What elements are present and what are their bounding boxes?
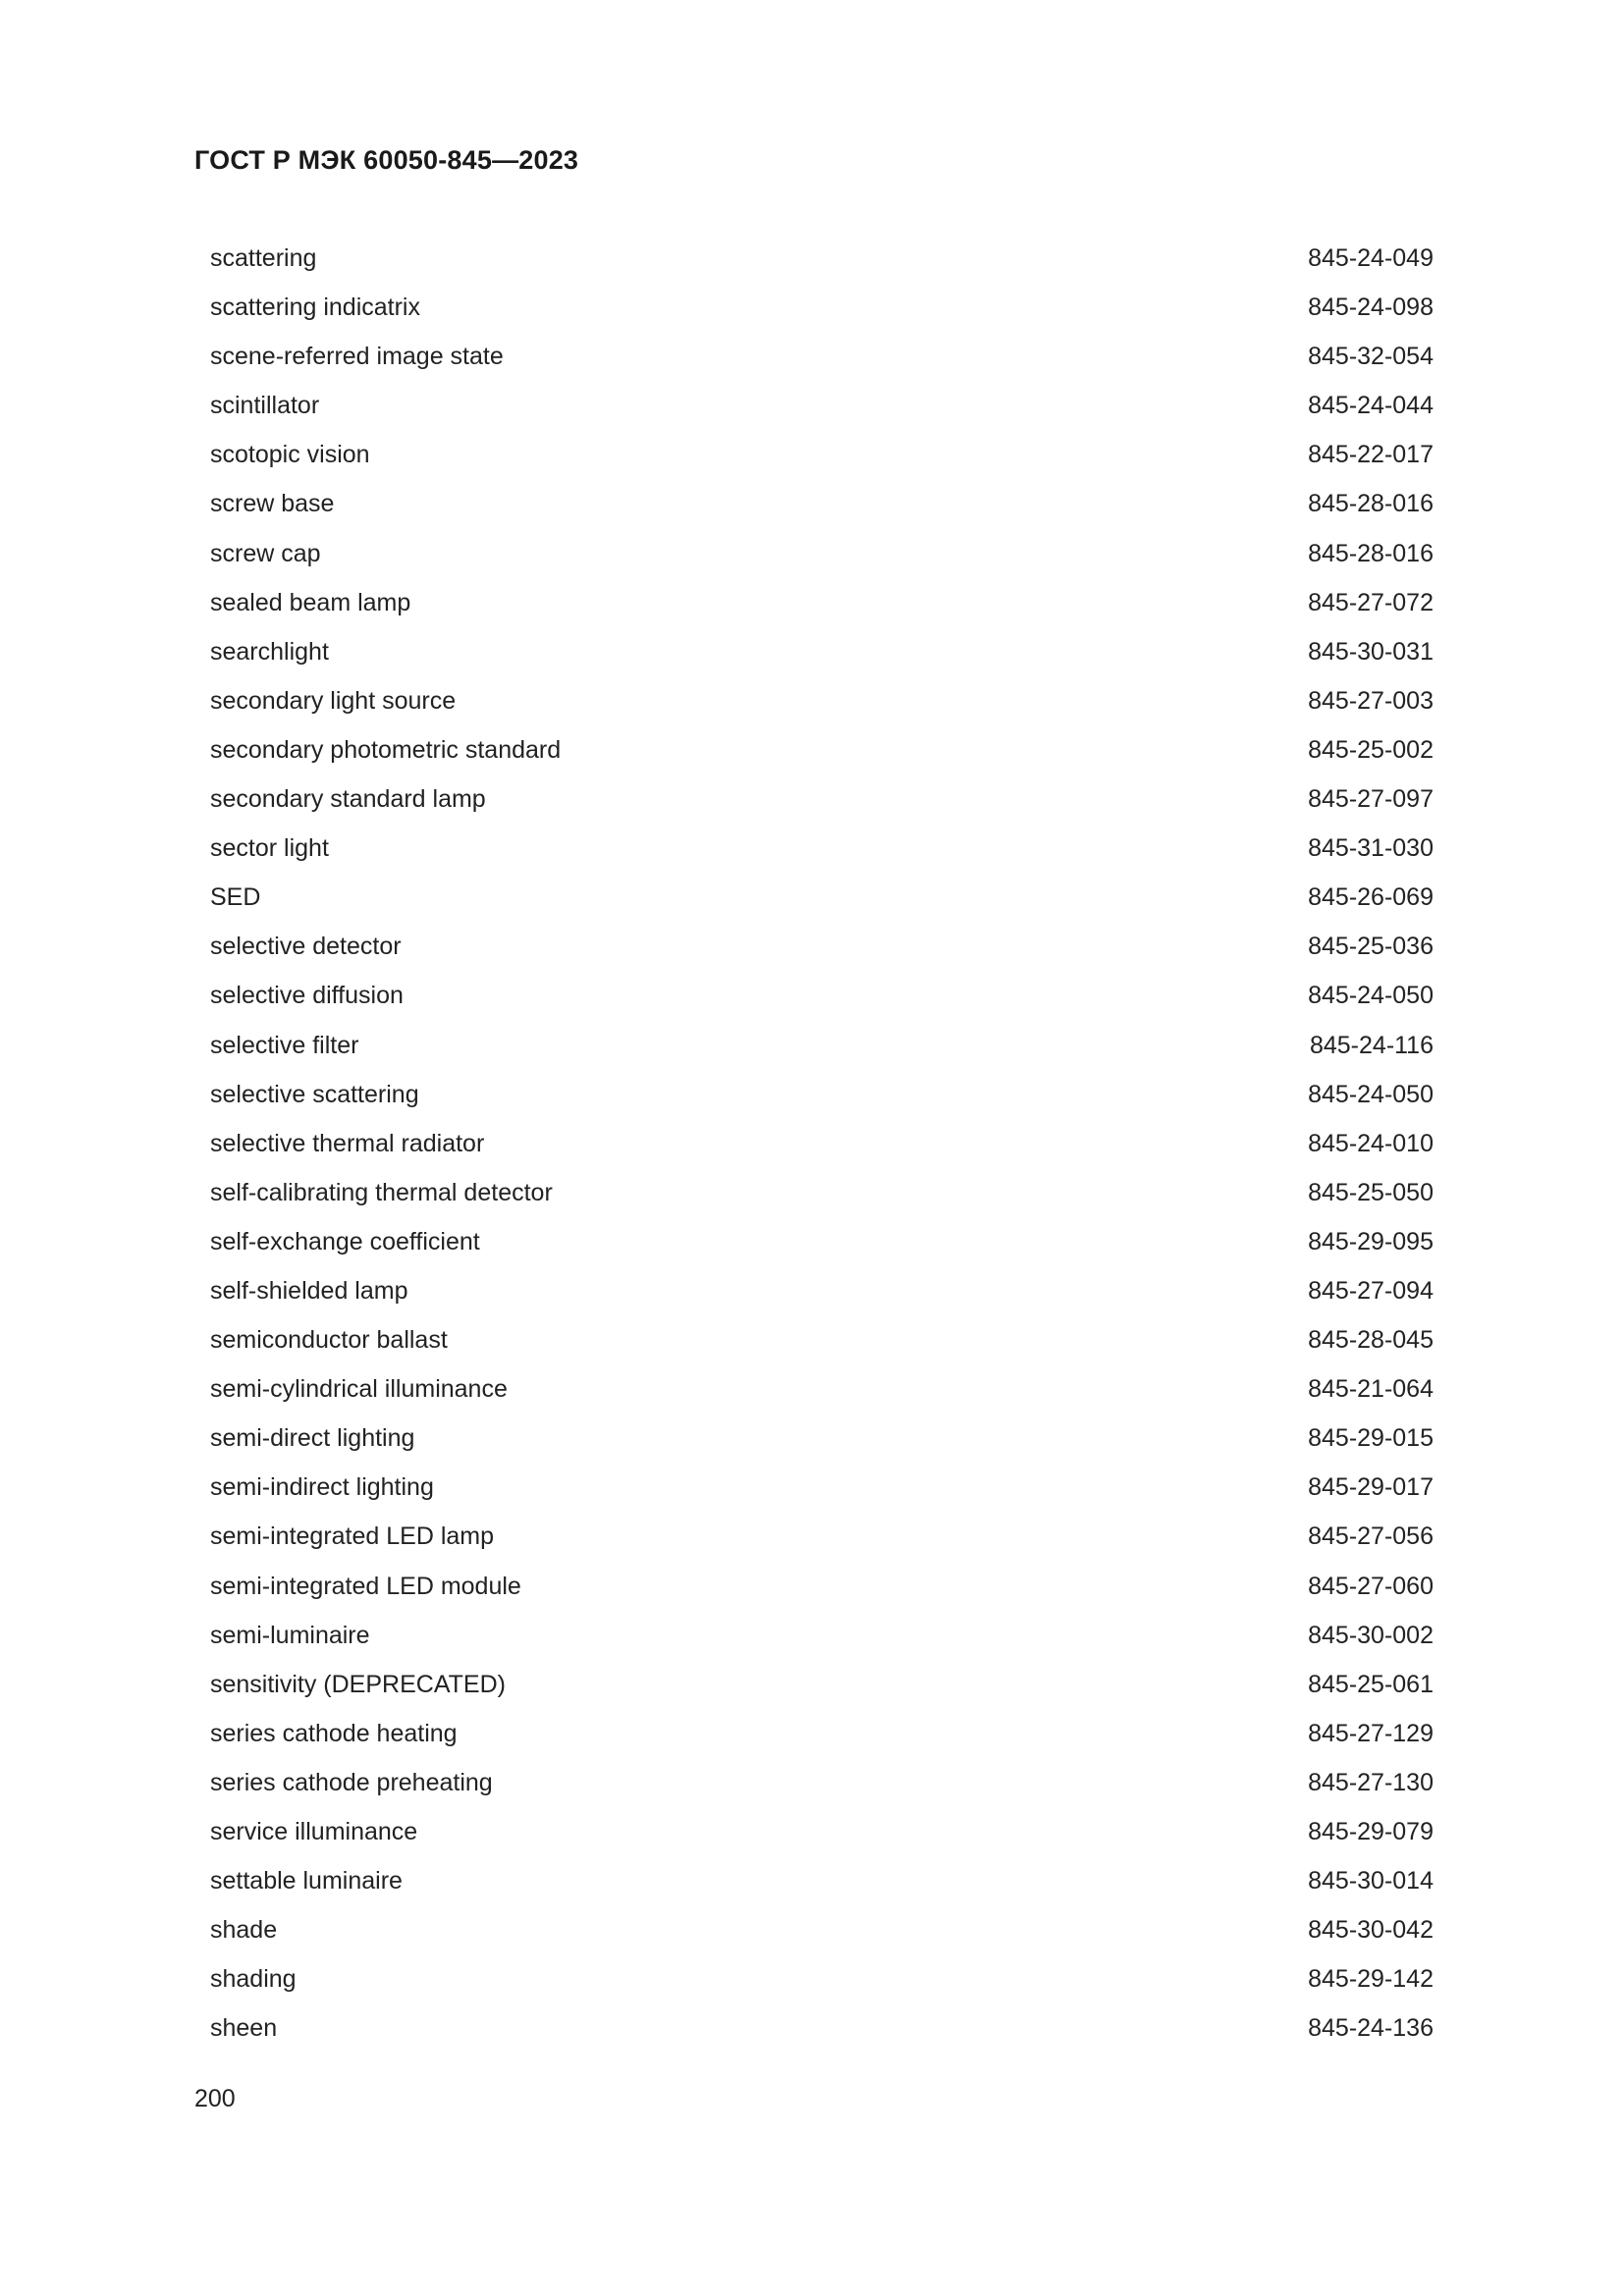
index-term: selective filter xyxy=(210,1031,359,1059)
index-entry xyxy=(194,1562,1434,1611)
index-reference-number: 845-24-049 xyxy=(1308,244,1434,272)
index-entry xyxy=(194,1905,1434,1954)
page-header-title: ГОСТ Р МЭК 60050-845—2023 xyxy=(194,145,579,175)
index-entry xyxy=(194,725,1434,774)
index-reference-number: 845-25-050 xyxy=(1308,1178,1434,1206)
index-entry xyxy=(194,2003,1434,2053)
index-entry xyxy=(194,1660,1434,1709)
page-number: 200 xyxy=(194,2085,236,2112)
index-reference-number: 845-29-017 xyxy=(1308,1473,1434,1502)
index-term: self-shielded lamp xyxy=(210,1276,408,1305)
index-reference-number: 845-25-061 xyxy=(1308,1670,1434,1698)
index-entry xyxy=(194,332,1434,381)
index-entry xyxy=(194,529,1434,578)
index-reference-number: 845-27-072 xyxy=(1308,588,1434,616)
index-term: shading xyxy=(210,1965,297,1994)
index-reference-number: 845-24-116 xyxy=(1309,1031,1434,1059)
index-entry xyxy=(194,1611,1434,1660)
index-entry xyxy=(194,1168,1434,1217)
index-term: scotopic vision xyxy=(210,441,370,469)
index-term: selective detector xyxy=(210,933,402,961)
index-entry xyxy=(194,1364,1434,1414)
index-entry xyxy=(194,824,1434,873)
index-term: scintillator xyxy=(210,392,320,420)
index-reference-number: 845-26-069 xyxy=(1308,883,1434,912)
index-reference-number: 845-24-050 xyxy=(1308,982,1434,1010)
index-term: screw cap xyxy=(210,539,321,567)
index-reference-number: 845-21-064 xyxy=(1308,1375,1434,1404)
index-term: settable luminaire xyxy=(210,1867,403,1896)
index-term: selective thermal radiator xyxy=(210,1129,485,1157)
index-reference-number: 845-28-016 xyxy=(1308,539,1434,567)
index-entry xyxy=(194,873,1434,922)
index-term: searchlight xyxy=(210,637,329,666)
index-term: screw base xyxy=(210,490,335,518)
index-entry xyxy=(194,1463,1434,1512)
index-reference-number: 845-28-045 xyxy=(1308,1326,1434,1355)
index-reference-number: 845-29-142 xyxy=(1308,1965,1434,1994)
index-reference-number: 845-27-056 xyxy=(1308,1522,1434,1551)
index-entry xyxy=(194,922,1434,971)
index-reference-number: 845-24-010 xyxy=(1308,1129,1434,1157)
index-reference-number: 845-27-129 xyxy=(1308,1719,1434,1747)
index-reference-number: 845-30-031 xyxy=(1308,637,1434,666)
index-entry xyxy=(194,1119,1434,1168)
index-term: scattering indicatrix xyxy=(210,294,420,322)
index-reference-number: 845-27-130 xyxy=(1308,1768,1434,1796)
index-term: sensitivity (DEPRECATED) xyxy=(210,1670,506,1698)
index-entry xyxy=(194,430,1434,479)
index-term: secondary standard lamp xyxy=(210,785,486,814)
index-list xyxy=(194,234,1434,2053)
index-reference-number: 845-31-030 xyxy=(1308,834,1434,863)
index-entry xyxy=(194,1512,1434,1561)
index-entry xyxy=(194,774,1434,824)
index-term: semi-direct lighting xyxy=(210,1424,415,1453)
index-reference-number: 845-22-017 xyxy=(1308,441,1434,469)
index-entry xyxy=(194,676,1434,725)
index-reference-number: 845-27-097 xyxy=(1308,785,1434,814)
index-reference-number: 845-29-079 xyxy=(1308,1818,1434,1845)
index-entry xyxy=(194,479,1434,528)
index-reference-number: 845-27-094 xyxy=(1308,1276,1434,1305)
index-term: semi-integrated LED module xyxy=(210,1572,521,1600)
index-entry xyxy=(194,381,1434,430)
index-reference-number: 845-24-098 xyxy=(1308,294,1434,322)
index-entry xyxy=(194,1021,1434,1070)
index-reference-number: 845-29-095 xyxy=(1308,1227,1434,1255)
index-entry xyxy=(194,1315,1434,1364)
index-term: selective scattering xyxy=(210,1080,419,1108)
index-entry xyxy=(194,1954,1434,2003)
index-entry xyxy=(194,1266,1434,1315)
index-reference-number: 845-28-016 xyxy=(1308,490,1434,518)
index-term: semi-integrated LED lamp xyxy=(210,1522,495,1551)
index-reference-number: 845-25-002 xyxy=(1308,735,1434,764)
index-reference-number: 845-24-136 xyxy=(1308,2014,1434,2043)
index-entry xyxy=(194,1070,1434,1119)
index-reference-number: 845-25-036 xyxy=(1308,933,1434,961)
index-entry xyxy=(194,578,1434,627)
index-reference-number: 845-27-003 xyxy=(1308,686,1434,715)
index-entry xyxy=(194,1856,1434,1905)
index-entry xyxy=(194,1758,1434,1807)
index-term: self-calibrating thermal detector xyxy=(210,1178,553,1206)
index-term: shade xyxy=(210,1916,278,1945)
index-term: secondary light source xyxy=(210,686,457,715)
index-entry xyxy=(194,1217,1434,1266)
index-reference-number: 845-24-044 xyxy=(1308,392,1434,420)
index-reference-number: 845-29-015 xyxy=(1308,1424,1434,1453)
index-term: SED xyxy=(210,883,261,912)
index-entry xyxy=(194,1709,1434,1758)
index-reference-number: 845-30-042 xyxy=(1308,1916,1434,1945)
index-entry xyxy=(194,1414,1434,1463)
index-term: scattering xyxy=(210,244,317,272)
index-term: series cathode heating xyxy=(210,1719,458,1747)
index-reference-number: 845-30-002 xyxy=(1308,1621,1434,1649)
index-term: sealed beam lamp xyxy=(210,588,411,616)
index-term: self-exchange coefficient xyxy=(210,1227,480,1255)
index-term: semi-cylindrical illuminance xyxy=(210,1375,508,1404)
index-reference-number: 845-30-014 xyxy=(1308,1867,1434,1896)
index-entry xyxy=(194,627,1434,676)
index-term: semi-luminaire xyxy=(210,1621,370,1649)
index-entry xyxy=(194,283,1434,332)
index-term: selective diffusion xyxy=(210,982,404,1010)
index-reference-number: 845-27-060 xyxy=(1308,1572,1434,1600)
index-term: sector light xyxy=(210,834,329,863)
index-term: semi-indirect lighting xyxy=(210,1473,434,1502)
index-reference-number: 845-32-054 xyxy=(1308,343,1434,371)
index-entry xyxy=(194,234,1434,283)
index-term: sheen xyxy=(210,2014,278,2043)
index-reference-number: 845-24-050 xyxy=(1308,1080,1434,1108)
index-entry xyxy=(194,971,1434,1020)
index-term: scene-referred image state xyxy=(210,343,504,371)
index-term: series cathode preheating xyxy=(210,1768,493,1796)
index-term: service illuminance xyxy=(210,1818,418,1845)
index-term: secondary photometric standard xyxy=(210,735,562,764)
index-entry xyxy=(194,1807,1434,1856)
index-term: semiconductor ballast xyxy=(210,1326,448,1355)
